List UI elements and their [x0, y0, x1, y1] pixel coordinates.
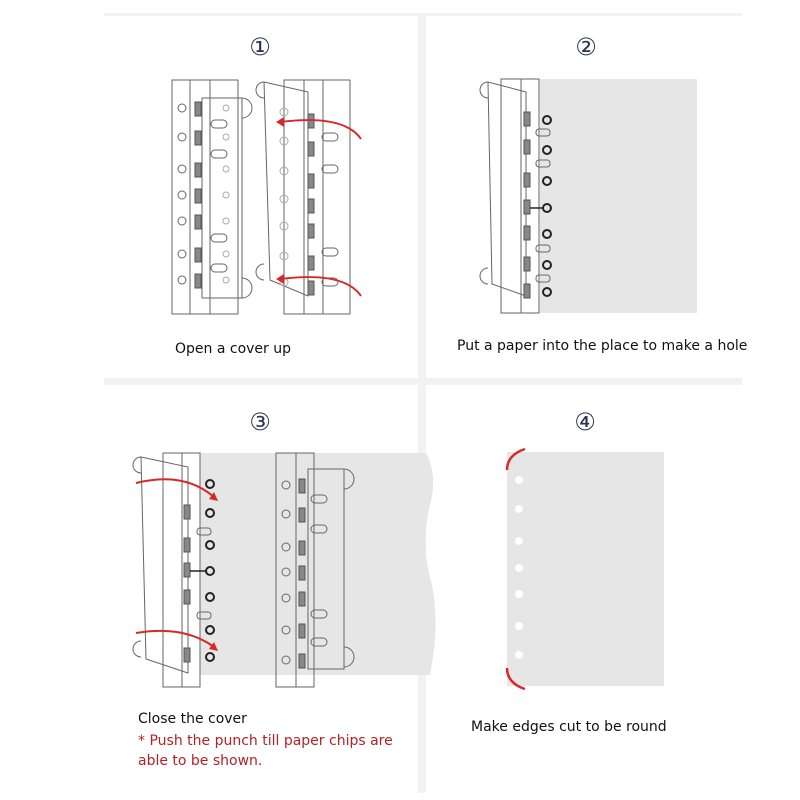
step-2-panel: [426, 16, 748, 378]
step-2-caption: Put a paper into the place to make a hole: [457, 338, 748, 354]
rounded-paper-illustration: [426, 385, 742, 705]
step-3-caption: Close the cover: [138, 711, 247, 727]
step-4-panel: [426, 385, 742, 793]
step-1-caption: Open a cover up: [175, 341, 291, 357]
step-3-number: ③: [249, 408, 271, 436]
step-3-note-line-1: * Push the punch till paper chips are: [138, 733, 393, 749]
step-4-caption: Make edges cut to be round: [471, 719, 667, 735]
arrow-icon: [280, 120, 361, 296]
grid-vertical: [418, 13, 426, 793]
paper-insert-illustration: [426, 16, 742, 316]
step-3-note-line-2: able to be shown.: [138, 753, 263, 769]
step-2-number: ②: [575, 33, 597, 61]
step-3-panel: [104, 385, 418, 793]
step-1-panel: [104, 16, 418, 378]
binder-open-cover-illustration: [104, 16, 418, 316]
step-4-number: ④: [574, 408, 596, 436]
step-1-number: ①: [249, 33, 271, 61]
close-cover-illustration: [104, 385, 418, 695]
